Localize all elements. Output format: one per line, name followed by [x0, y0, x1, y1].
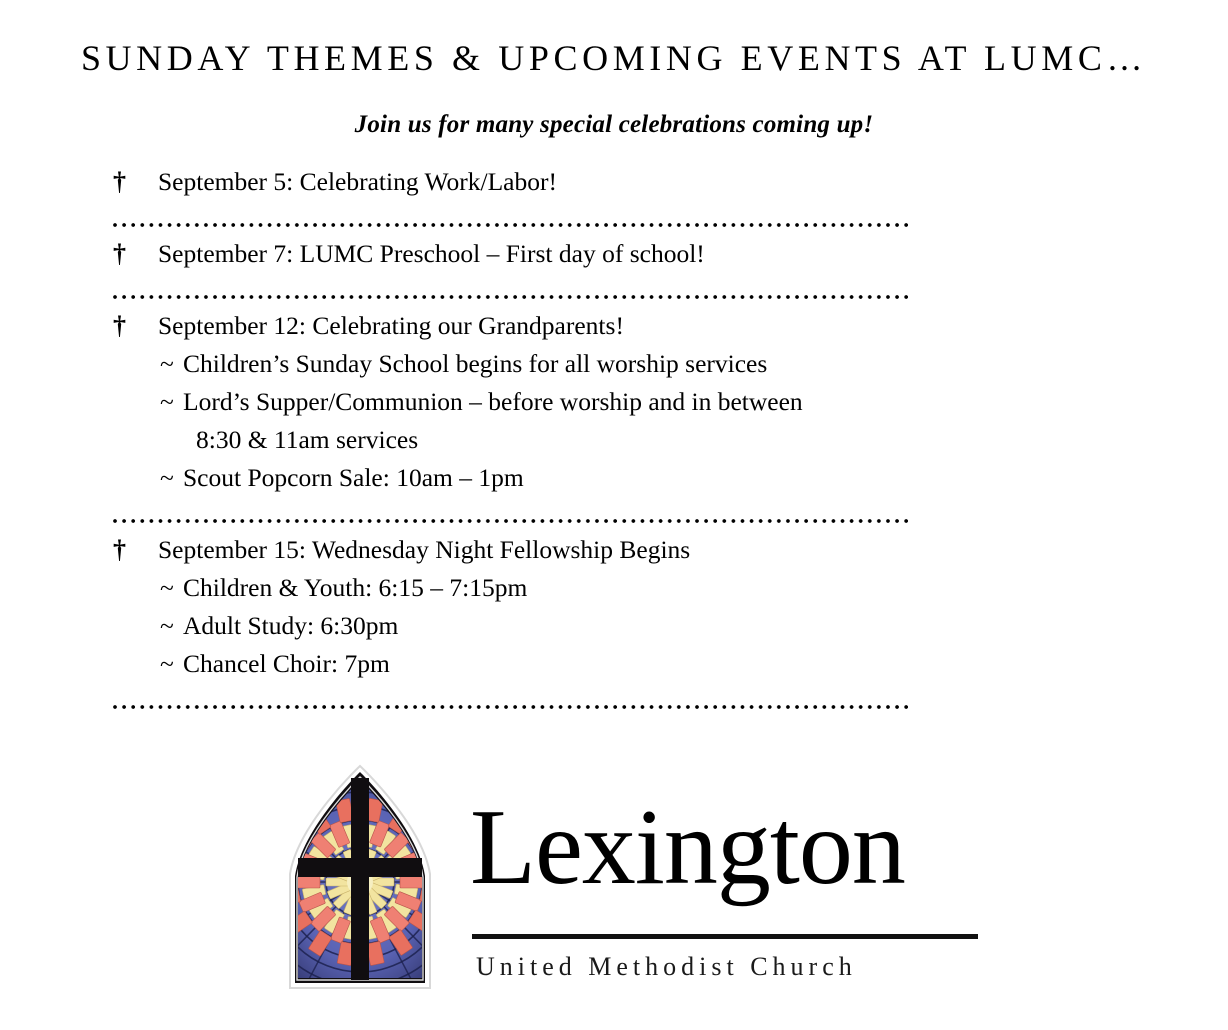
event-group-september-15	[113, 531, 1113, 683]
event-detail-continuation: 8:30 & 11am services	[196, 425, 419, 454]
event-headline	[113, 307, 1113, 345]
event-detail	[113, 345, 1113, 383]
logo-tagline: United Methodist Church	[476, 952, 857, 981]
event-group-september-7	[113, 235, 1113, 273]
separator-dot-leader	[113, 503, 910, 531]
logo-wordmark	[470, 788, 990, 981]
separator-dot-leader	[113, 689, 910, 717]
event-headline-text: September 15: Wednesday Night Fellowship Begins	[158, 535, 691, 564]
cross-dagger-icon: †	[113, 167, 126, 196]
event-headline-text: September 7: LUMC Preschool – First day of school!	[158, 239, 705, 268]
tilde-bullet-icon: ~	[160, 387, 174, 416]
tilde-bullet-icon: ~	[160, 649, 174, 678]
tilde-bullet-icon: ~	[160, 463, 174, 492]
event-headline	[113, 235, 1113, 273]
event-headline-text: September 5: Celebrating Work/Labor!	[158, 167, 557, 196]
event-headline	[113, 531, 1113, 569]
event-group-september-5	[113, 163, 1113, 201]
event-detail-text: Adult Study: 6:30pm	[183, 611, 399, 640]
event-headline	[113, 163, 1113, 201]
cross-dagger-icon: †	[113, 535, 126, 564]
events-list	[113, 163, 1113, 717]
church-logo	[272, 762, 992, 1000]
tilde-bullet-icon: ~	[160, 573, 174, 602]
logo-underline-rule	[472, 934, 978, 939]
cross-dagger-icon: †	[113, 239, 126, 268]
page-subtitle: Join us for many special celebrations coming up!	[354, 111, 874, 138]
cross-dagger-icon: †	[113, 311, 126, 340]
stained-glass-window-icon	[272, 762, 448, 992]
event-detail	[113, 645, 1113, 683]
event-detail-text: Lord’s Supper/Communion – before worship and in between	[183, 387, 803, 416]
separator-dot-leader	[113, 207, 910, 235]
event-detail-text: Children & Youth: 6:15 – 7:15pm	[183, 573, 528, 602]
event-detail-text: Chancel Choir: 7pm	[183, 649, 390, 678]
tilde-bullet-icon: ~	[160, 349, 174, 378]
event-detail	[113, 607, 1113, 645]
event-headline-text: September 12: Celebrating our Grandparents!	[158, 311, 624, 340]
tilde-bullet-icon: ~	[160, 611, 174, 640]
event-detail-text: Children’s Sunday School begins for all worship services	[183, 349, 768, 378]
event-detail-text: Scout Popcorn Sale: 10am – 1pm	[183, 463, 524, 492]
event-detail	[113, 459, 1113, 497]
logo-name: Lexington	[470, 788, 905, 907]
page-title: SUNDAY THEMES & UPCOMING EVENTS AT LUMC…	[80, 38, 1148, 78]
event-detail	[113, 569, 1113, 607]
event-group-september-12	[113, 307, 1113, 497]
event-detail	[113, 383, 1113, 421]
separator-dot-leader	[113, 279, 910, 307]
